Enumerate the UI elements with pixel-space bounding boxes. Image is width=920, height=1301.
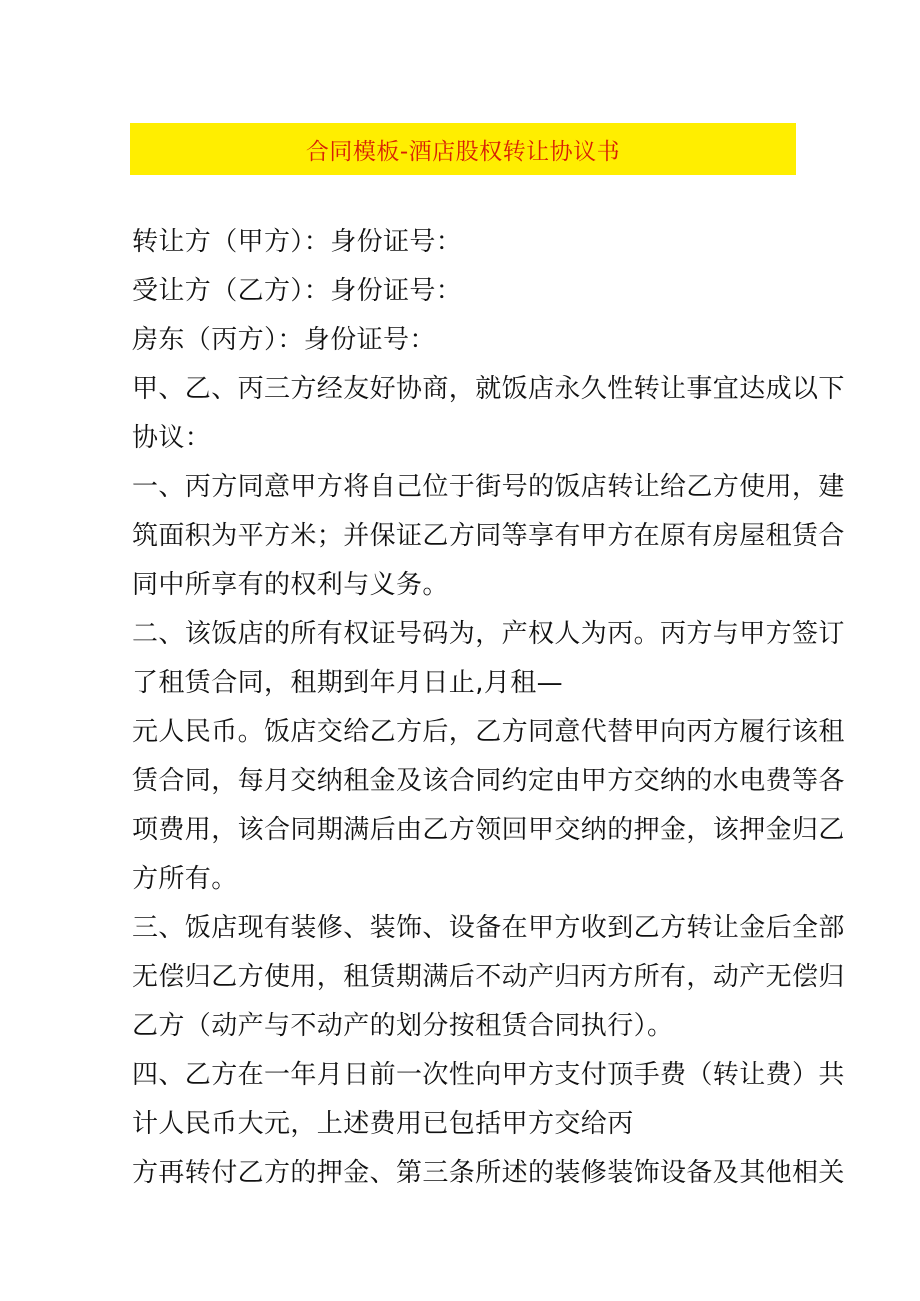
text-line: 转让方（甲方）：身份证号： [132, 227, 463, 257]
document-title: 合同模板-酒店股权转让协议书 [305, 138, 621, 165]
text-line: 三、饭店现有装修、装饰、设备在甲方收到乙方转让金后全部 [132, 913, 845, 943]
text-line: 方再转付乙方的押金、第三条所述的装修装饰设备及其他相关 [132, 1158, 845, 1188]
text-line: 方所有。 [132, 864, 238, 894]
text-line: 元人民币。饭店交给乙方后，乙方同意代替甲向丙方履行该租 [132, 717, 845, 747]
text-line: 受让方（乙方）：身份证号： [132, 276, 463, 306]
text-line: 一、丙方同意甲方将自己位于街号的饭店转让给乙方使用，建 [132, 472, 845, 502]
text-line: 房东（丙方）：身份证号： [132, 325, 436, 355]
text-line: 计人民币大元，上述费用已包括甲方交给丙 [132, 1109, 634, 1139]
document-body [132, 218, 845, 1198]
text-line: 同中所享有的权利与义务。 [132, 570, 449, 600]
title-banner [130, 123, 796, 175]
text-line: 无偿归乙方使用，租赁期满后不动产归丙方所有，动产无偿归 [132, 962, 845, 992]
text-line: 协议： [132, 423, 212, 453]
text-line: 赁合同，每月交纳租金及该合同约定由甲方交纳的水电费等各 [132, 766, 845, 796]
text-line: 二、该饭店的所有权证号码为，产权人为丙。丙方与甲方签订 [132, 619, 845, 649]
text-line: 项费用，该合同期满后由乙方领回甲交纳的押金，该押金归乙 [132, 815, 845, 845]
text-line: 四、乙方在一年月日前一次性向甲方支付顶手费（转让费）共 [132, 1060, 845, 1090]
text-line: 筑面积为平方米；并保证乙方同等享有甲方在原有房屋租赁合 [132, 521, 845, 551]
text-line: 甲、乙、丙三方经友好协商，就饭店永久性转让事宜达成以下 [132, 374, 845, 404]
text-line: 了租赁合同，租期到年月日止,月租— [132, 668, 564, 698]
text-line: 乙方（动产与不动产的划分按租赁合同执行）。 [132, 1011, 674, 1041]
